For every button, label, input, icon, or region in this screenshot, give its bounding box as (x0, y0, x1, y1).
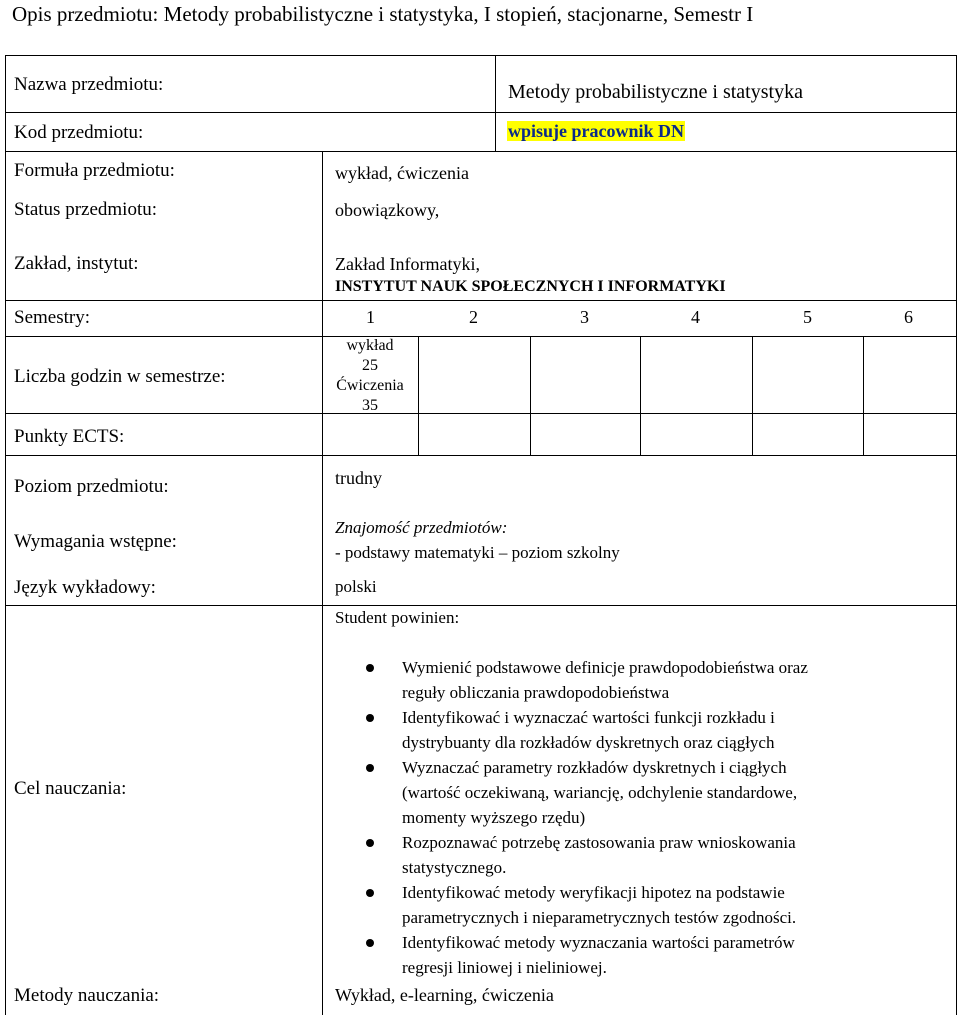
label-poziom: Poziom przedmiotu: (14, 476, 169, 497)
label-status: Status przedmiotu: (14, 199, 158, 220)
learning-goal-line: Identyfikować i wyznaczać wartości funkcji rozkładu i (402, 708, 775, 727)
learning-goal-item (366, 755, 808, 830)
label-kod: Kod przedmiotu: (14, 122, 144, 143)
value-wymagania-line2: - podstawy matematyki – poziom szkolny (335, 543, 620, 562)
column-divider (752, 336, 753, 456)
row-divider (5, 151, 957, 152)
bullet-icon (366, 764, 374, 772)
semester-4: 4 (691, 307, 700, 327)
column-divider (495, 55, 496, 152)
hours-exercises-label: Ćwiczenia (336, 377, 404, 394)
value-zaklad-line2: INSTYTUT NAUK SPOŁECZNYCH I INFORMATYKI (335, 278, 726, 295)
hours-semester-1 (322, 336, 418, 416)
value-kod-text: wpisuje pracownik DN (508, 121, 685, 141)
semester-6: 6 (904, 307, 913, 327)
learning-goal-line: Wymienić podstawowe definicje prawdopodobieństwa oraz (402, 658, 808, 677)
label-zaklad: Zakład, instytut: (14, 253, 139, 274)
value-wymagania-line1: Znajomość przedmiotów: (335, 518, 508, 537)
hours-lecture-value: 25 (362, 357, 378, 374)
row-divider (5, 112, 957, 113)
value-status: obowiązkowy, (335, 200, 440, 220)
semester-5: 5 (803, 307, 812, 327)
value-nazwa: Metody probabilistyczne i statystyka (508, 81, 803, 103)
learning-goal-line: statystycznego. (402, 858, 507, 877)
value-poziom: trudny (335, 468, 382, 488)
semester-3: 3 (580, 307, 589, 327)
learning-goal-item (366, 930, 808, 980)
learning-goal-line: (wartość oczekiwaną, wariancję, odchylenie standardowe, (402, 783, 798, 802)
label-formula: Formuła przedmiotu: (14, 160, 175, 181)
value-metody: Wykład, e-learning, ćwiczenia (335, 985, 554, 1005)
semester-1: 1 (366, 307, 375, 327)
value-kod (507, 121, 685, 142)
learning-goal-line: reguły obliczania prawdopodobieństwa (402, 683, 670, 702)
learning-goal-item (366, 655, 808, 705)
label-semestry: Semestry: (14, 307, 90, 328)
row-divider (5, 455, 957, 456)
learning-goal-item (366, 830, 808, 880)
learning-goal-item (366, 880, 808, 930)
learning-goal-line: regresji liniowej i nieliniowej. (402, 958, 607, 977)
learning-goal-line: momenty wyższego rzędu) (402, 808, 586, 827)
label-nazwa: Nazwa przedmiotu: (14, 74, 164, 95)
learning-goal-line: Identyfikować metody weryfikacji hipotez na podstawie (402, 883, 785, 902)
learning-goal-line: Rozpoznawać potrzebę zastosowania praw wnioskowania (402, 833, 796, 852)
label-cel: Cel nauczania: (14, 778, 127, 799)
learning-goal-item (366, 705, 808, 755)
column-divider (530, 336, 531, 456)
column-divider (640, 336, 641, 456)
bullet-icon (366, 714, 374, 722)
column-divider (322, 151, 323, 1015)
semester-2: 2 (469, 307, 478, 327)
column-divider (418, 336, 419, 456)
hours-lecture-label: wykład (346, 337, 394, 354)
row-divider (5, 300, 957, 301)
column-divider (863, 336, 864, 456)
bullet-icon (366, 839, 374, 847)
learning-goal-line: parametrycznych i nieparametrycznych testów zgodności. (402, 908, 797, 927)
label-wymagania: Wymagania wstępne: (14, 531, 177, 552)
bullet-icon (366, 939, 374, 947)
value-jezyk: polski (335, 577, 377, 596)
row-divider (5, 413, 957, 414)
learning-goals-list (366, 655, 808, 980)
value-formula: wykład, ćwiczenia (335, 163, 469, 183)
learning-goal-line: dystrybuanty dla rozkładów dyskretnych oraz ciągłych (402, 733, 775, 752)
bullet-icon (366, 664, 374, 672)
row-divider (5, 336, 957, 337)
label-godziny: Liczba godzin w semestrze: (14, 366, 226, 387)
bullet-icon (366, 889, 374, 897)
page-title: Opis przedmiotu: Metody probabilistyczne i statystyka, I stopień, stacjonarne, Semestr I (12, 2, 754, 26)
row-divider (5, 605, 957, 606)
label-ects: Punkty ECTS: (14, 426, 125, 447)
label-metody: Metody nauczania: (14, 985, 160, 1006)
value-zaklad-line1: Zakład Informatyki, (335, 254, 480, 274)
learning-goal-line: Wyznaczać parametry rozkładów dyskretnych i ciągłych (402, 758, 787, 777)
hours-exercises-value: 35 (362, 397, 378, 414)
label-jezyk: Język wykładowy: (14, 577, 156, 598)
value-cel-intro: Student powinien: (335, 608, 460, 627)
learning-goal-line: Identyfikować metody wyznaczania wartości parametrów (402, 933, 795, 952)
